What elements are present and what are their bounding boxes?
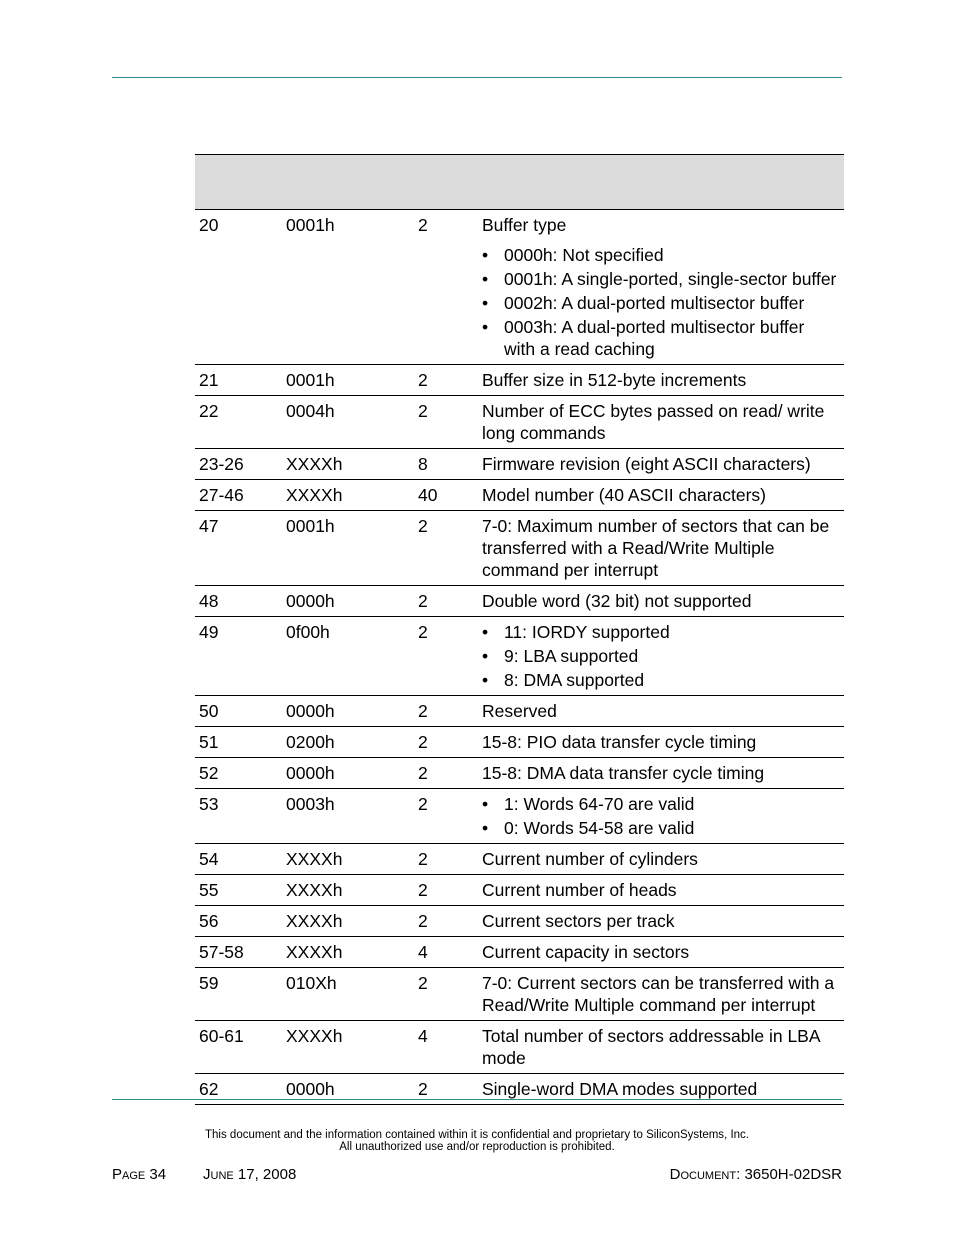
description-text: Single-word DMA modes supported <box>482 1079 758 1099</box>
cell-value: 0003h <box>282 789 414 844</box>
cell-word: 22 <box>195 396 282 449</box>
table-row <box>195 875 844 906</box>
cell-description <box>478 844 844 875</box>
list-item: • 0: Words 54-58 are valid <box>482 817 840 839</box>
cell-value: XXXXh <box>282 844 414 875</box>
list-item: • 0001h: A single-ported, single-sector buffer <box>482 268 840 290</box>
cell-value: 0200h <box>282 727 414 758</box>
cell-description <box>478 758 844 789</box>
footer-rule <box>112 1099 842 1100</box>
cell-value: 0001h <box>282 365 414 396</box>
list-item: • 0000h: Not specified <box>482 244 840 266</box>
cell-word: 47 <box>195 511 282 586</box>
cell-bytes: 2 <box>414 586 478 617</box>
table-row <box>195 968 844 1021</box>
cell-description <box>478 696 844 727</box>
cell-bytes: 2 <box>414 758 478 789</box>
cell-word: 55 <box>195 875 282 906</box>
cell-value: XXXXh <box>282 449 414 480</box>
cell-bytes: 2 <box>414 875 478 906</box>
cell-word: 60-61 <box>195 1021 282 1074</box>
table-row <box>195 696 844 727</box>
cell-description <box>478 968 844 1021</box>
cell-bytes: 4 <box>414 937 478 968</box>
description-text: Number of ECC bytes passed on read/ write long commands <box>482 401 825 443</box>
table-row <box>195 617 844 696</box>
table-row <box>195 210 844 365</box>
identify-data-table <box>195 154 844 1105</box>
cell-bytes: 8 <box>414 449 478 480</box>
bullet-list <box>482 244 840 360</box>
cell-bytes: 2 <box>414 968 478 1021</box>
table-row <box>195 396 844 449</box>
list-item: • 0003h: A dual-ported multisector buffer with a read caching <box>482 316 840 360</box>
description-text: Double word (32 bit) not supported <box>482 591 752 611</box>
list-item: • 1: Words 64-70 are valid <box>482 793 840 815</box>
document-label: Document: <box>669 1166 741 1183</box>
cell-word: 48 <box>195 586 282 617</box>
reproduction-notice: All unauthorized use and/or reproduction is prohibited. <box>339 1141 615 1153</box>
page-label: Page <box>112 1166 146 1183</box>
cell-description <box>478 1021 844 1074</box>
cell-description <box>478 396 844 449</box>
document-date: June 17, 2008 <box>203 1166 297 1183</box>
table-row <box>195 937 844 968</box>
cell-value: 0f00h <box>282 617 414 696</box>
cell-value: 0000h <box>282 696 414 727</box>
description-text: Current number of cylinders <box>482 849 698 869</box>
cell-bytes: 4 <box>414 1021 478 1074</box>
cell-description <box>478 875 844 906</box>
table-row <box>195 480 844 511</box>
table-row <box>195 844 844 875</box>
cell-word: 54 <box>195 844 282 875</box>
table-row <box>195 586 844 617</box>
cell-bytes: 2 <box>414 210 478 365</box>
description-text: Current number of heads <box>482 880 677 900</box>
cell-description <box>478 906 844 937</box>
list-item: • 8: DMA supported <box>482 669 840 691</box>
cell-description <box>478 617 844 696</box>
cell-bytes: 2 <box>414 1074 478 1105</box>
cell-bytes: 2 <box>414 789 478 844</box>
cell-value: 0001h <box>282 511 414 586</box>
cell-word: 49 <box>195 617 282 696</box>
table-row <box>195 758 844 789</box>
description-text: 7-0: Maximum number of sectors that can be transferred with a Read/Write Multiple command per interrupt <box>482 516 830 580</box>
list-item: • 11: IORDY supported <box>482 621 840 643</box>
table-row <box>195 511 844 586</box>
cell-bytes: 2 <box>414 906 478 937</box>
cell-bytes: 2 <box>414 365 478 396</box>
cell-word: 53 <box>195 789 282 844</box>
cell-value: XXXXh <box>282 1021 414 1074</box>
cell-bytes: 40 <box>414 480 478 511</box>
table-body <box>195 210 844 1105</box>
document-id-value: 3650H-02DSR <box>744 1166 842 1183</box>
cell-word: 59 <box>195 968 282 1021</box>
cell-value: 0000h <box>282 1074 414 1105</box>
description-text: Model number (40 ASCII characters) <box>482 485 767 505</box>
cell-description <box>478 789 844 844</box>
cell-word: 50 <box>195 696 282 727</box>
description-text: Buffer size in 512-byte increments <box>482 370 747 390</box>
cell-bytes: 2 <box>414 396 478 449</box>
cell-bytes: 2 <box>414 844 478 875</box>
description-text: 7-0: Current sectors can be transferred with a Read/Write Multiple command per interrupt <box>482 973 835 1015</box>
cell-bytes: 2 <box>414 696 478 727</box>
description-text: Current capacity in sectors <box>482 942 690 962</box>
cell-value: 0001h <box>282 210 414 365</box>
cell-description <box>478 727 844 758</box>
cell-value: 0000h <box>282 586 414 617</box>
table-row <box>195 1021 844 1074</box>
cell-description <box>478 449 844 480</box>
confidentiality-notice: This document and the information contained within it is confidential and proprietary to SiliconSystems, Inc. <box>205 1129 749 1141</box>
description-text: Current sectors per track <box>482 911 675 931</box>
description-text: Total number of sectors addressable in LBA mode <box>482 1026 820 1068</box>
cell-value: XXXXh <box>282 937 414 968</box>
cell-description <box>478 511 844 586</box>
bullet-list <box>482 621 840 691</box>
table-row <box>195 727 844 758</box>
cell-description <box>478 586 844 617</box>
description-text: Reserved <box>482 701 557 721</box>
table-row <box>195 449 844 480</box>
cell-word: 52 <box>195 758 282 789</box>
header-rule <box>112 77 842 78</box>
cell-bytes: 2 <box>414 727 478 758</box>
description-text: 15-8: PIO data transfer cycle timing <box>482 732 757 752</box>
cell-word: 21 <box>195 365 282 396</box>
cell-value: 0000h <box>282 758 414 789</box>
table-row <box>195 906 844 937</box>
document-id <box>670 1167 842 1183</box>
list-item: • 0002h: A dual-ported multisector buffer <box>482 292 840 314</box>
cell-word: 51 <box>195 727 282 758</box>
cell-description <box>478 480 844 511</box>
cell-value: XXXXh <box>282 875 414 906</box>
cell-value: 010Xh <box>282 968 414 1021</box>
list-item: • 9: LBA supported <box>482 645 840 667</box>
table-row <box>195 365 844 396</box>
cell-description <box>478 365 844 396</box>
cell-word: 56 <box>195 906 282 937</box>
page-number-value: 34 <box>149 1166 167 1183</box>
cell-value: XXXXh <box>282 906 414 937</box>
cell-word: 62 <box>195 1074 282 1105</box>
cell-description <box>478 210 844 365</box>
cell-word: 23-26 <box>195 449 282 480</box>
cell-bytes: 2 <box>414 617 478 696</box>
table-header-row <box>195 155 844 210</box>
description-text: 15-8: DMA data transfer cycle timing <box>482 763 765 783</box>
cell-description <box>478 937 844 968</box>
table-row <box>195 789 844 844</box>
cell-value: XXXXh <box>282 480 414 511</box>
description-text: Buffer type <box>482 215 567 235</box>
description-text: Firmware revision (eight ASCII characters) <box>482 454 811 474</box>
cell-word: 27-46 <box>195 480 282 511</box>
cell-word: 20 <box>195 210 282 365</box>
page-number <box>112 1167 166 1183</box>
cell-value: 0004h <box>282 396 414 449</box>
bullet-list <box>482 793 840 839</box>
cell-word: 57-58 <box>195 937 282 968</box>
cell-bytes: 2 <box>414 511 478 586</box>
